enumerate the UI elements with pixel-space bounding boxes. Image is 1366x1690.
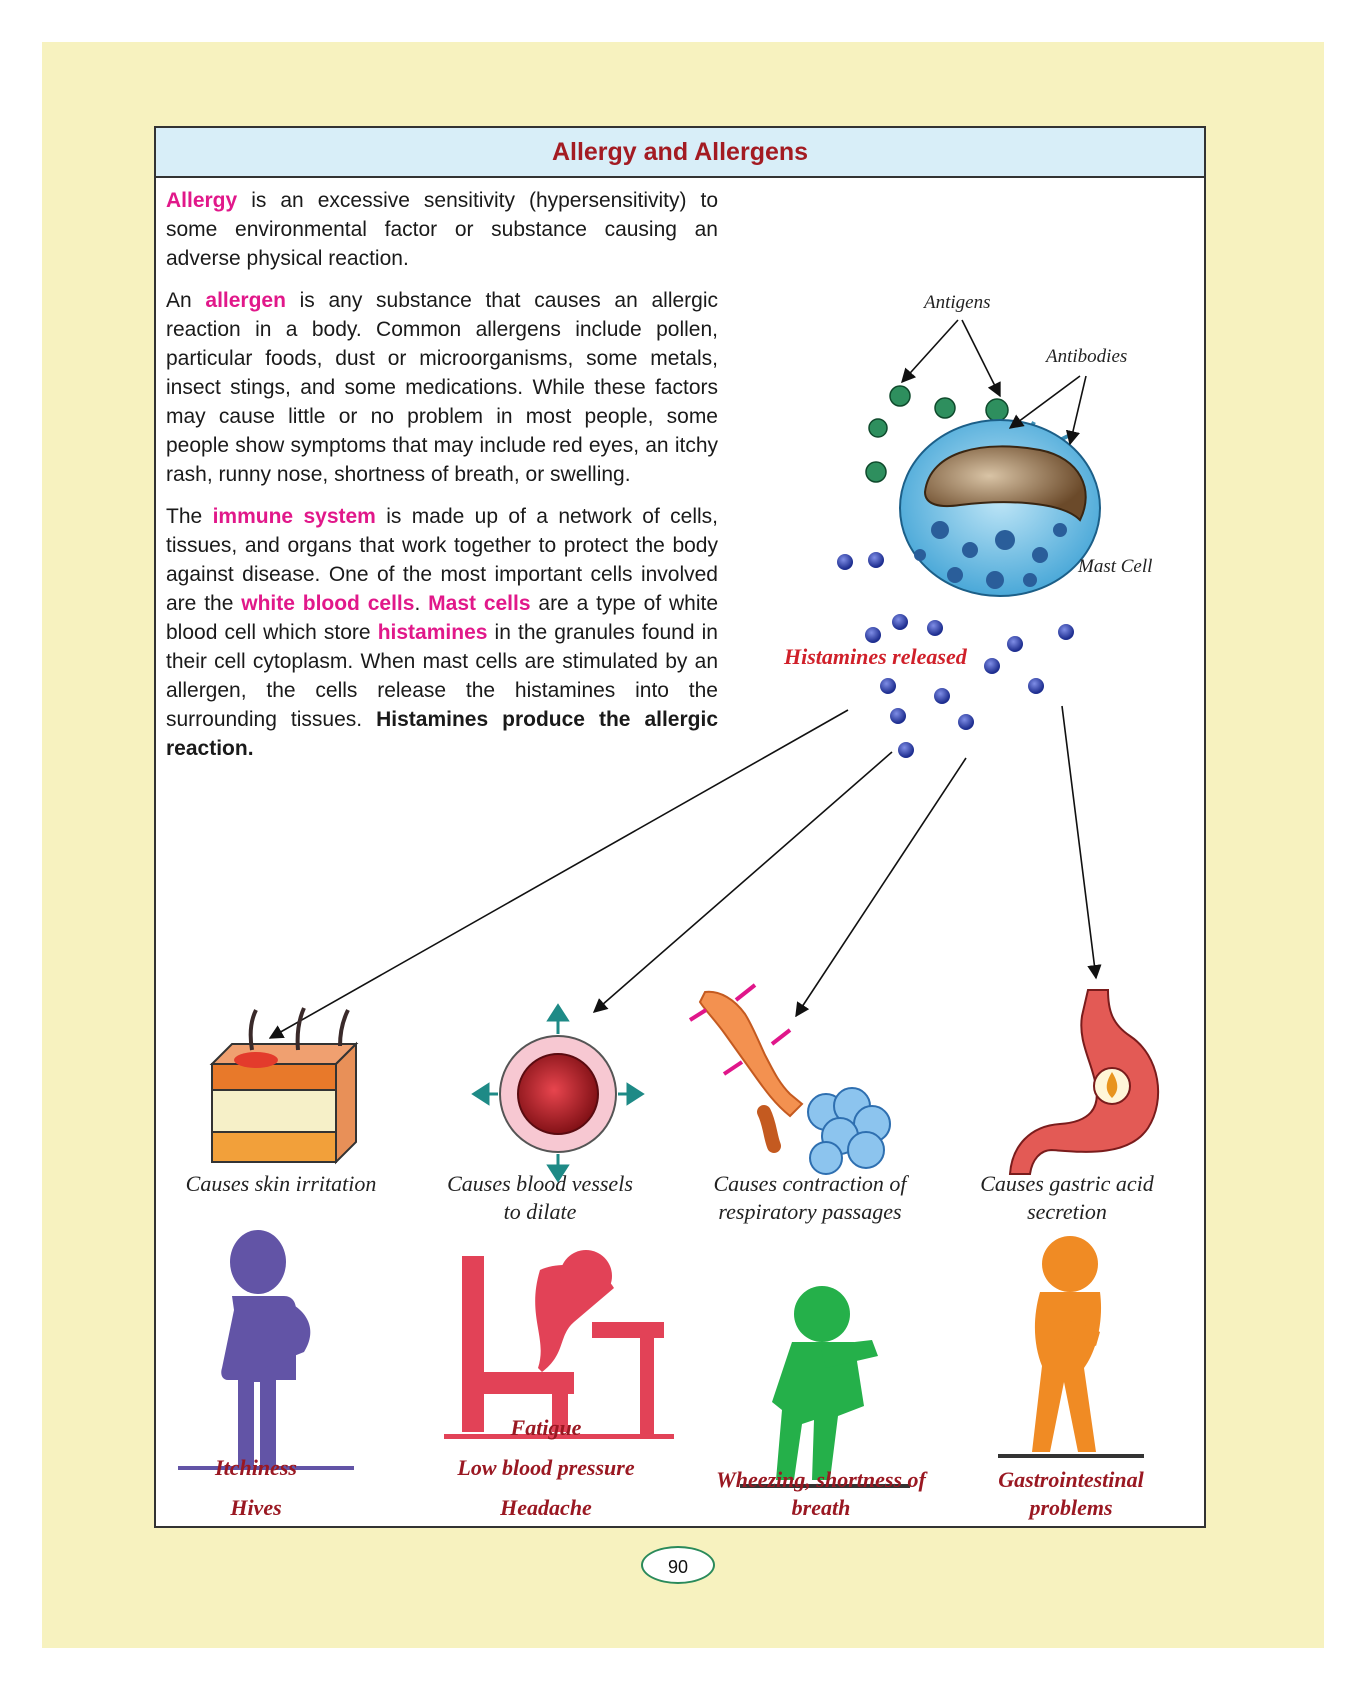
tired-person-illustration bbox=[444, 1250, 674, 1439]
effect-caption-skin: Causes skin irritation bbox=[185, 1171, 377, 1196]
stomach-ache-person-illustration bbox=[998, 1236, 1144, 1458]
term-immune-system: immune system bbox=[212, 505, 376, 528]
paragraph-text: in the granules found in their cell cytoplasm. When mast cells are stimulated by an allergen, the cells release the histamines into the surrounding tissues. bbox=[166, 621, 718, 731]
effect-caption-vessels: Causes blood vessels to dilate bbox=[447, 1171, 633, 1224]
page-title: Allergy and Allergens bbox=[156, 128, 1204, 178]
term-histamines: histamines bbox=[377, 621, 488, 644]
paragraph-text: is made up of a network of cells, tissues, and organs that work together to protect the body against disease. One of the most important cells involved are the bbox=[166, 505, 719, 615]
skin-illustration bbox=[212, 1008, 356, 1162]
symptom-fatigue: Fatigue bbox=[510, 1415, 582, 1440]
blood-vessel-illustration bbox=[474, 1006, 642, 1180]
symptom-wheezing: Wheezing, shortness of breath bbox=[716, 1467, 926, 1520]
symptom-low-blood-pressure: Low blood pressure bbox=[457, 1455, 635, 1480]
effect-caption-gastric: Causes gastric acid secretion bbox=[980, 1171, 1154, 1224]
paragraph-text: is an excessive sensitivity (hypersensitivity) to some environmental factor or substance causing an adverse physical reaction. bbox=[166, 189, 718, 270]
symptom-itchiness: Itchiness bbox=[215, 1455, 297, 1480]
paragraph-text: The bbox=[166, 505, 213, 528]
antibodies-label: Antibodies bbox=[1046, 346, 1128, 367]
effect-caption-respiratory: Causes contraction of respiratory passages bbox=[713, 1171, 907, 1224]
itchy-person-illustration bbox=[178, 1230, 354, 1470]
effect-arrows bbox=[270, 706, 1096, 1038]
wheezing-person-illustration bbox=[740, 1286, 910, 1488]
paragraph-text: . bbox=[414, 592, 429, 615]
paragraph-text: An bbox=[166, 289, 206, 312]
antigens-label: Antigens bbox=[924, 292, 991, 313]
term-mast-cells: Mast cells bbox=[428, 592, 531, 615]
symptom-gastrointestinal: Gastrointestinal problems bbox=[998, 1467, 1144, 1520]
key-statement: Histamines produce the allergic reaction. bbox=[166, 708, 718, 760]
term-allergy: Allergy bbox=[166, 189, 238, 212]
paragraph-text: are a type of white blood cell which store bbox=[166, 592, 719, 644]
term-white-blood-cells: white blood cells bbox=[241, 592, 415, 615]
symptom-hives: Hives bbox=[230, 1495, 282, 1520]
mast-cell-label: Mast Cell bbox=[1078, 556, 1153, 577]
symptom-headache: Headache bbox=[500, 1495, 592, 1520]
respiratory-illustration bbox=[690, 985, 890, 1174]
paragraph-text: is any substance that causes an allergic reaction in a body. Common allergens include pollen, particular foods, dust or microorganisms, some metals, insect stings, and some medications. While these factors may cause little or no problem in most people, some people show symptoms that may include red eyes, an itchy rash, runny nose, shortness of breath, or swelling. bbox=[166, 289, 718, 486]
term-allergen: allergen bbox=[205, 289, 286, 312]
mast-cell-diagram bbox=[837, 320, 1100, 758]
stomach-illustration bbox=[1010, 990, 1158, 1174]
histamines-label: Histamines released bbox=[784, 644, 967, 669]
page-number: 90 bbox=[641, 1546, 715, 1584]
